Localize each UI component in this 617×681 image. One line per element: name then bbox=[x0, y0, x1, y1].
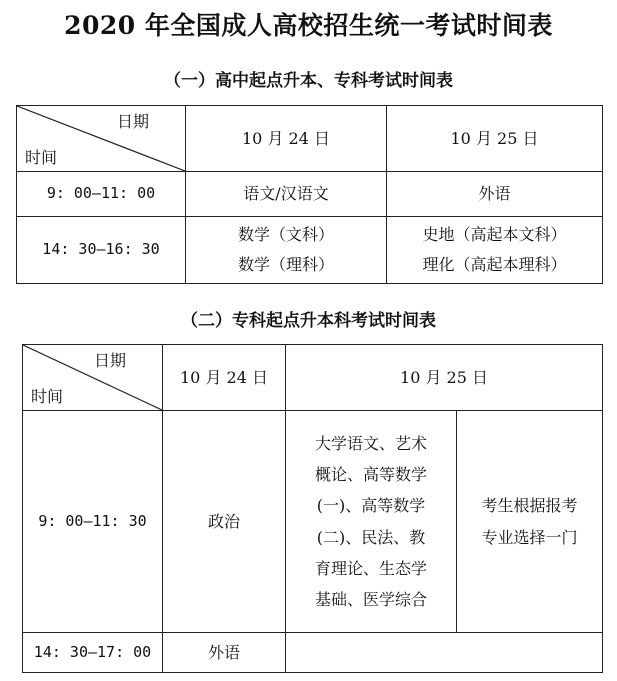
subject-cell: 外语 bbox=[163, 633, 286, 673]
corner-header-cell bbox=[17, 106, 186, 172]
subject-cell bbox=[387, 172, 603, 217]
subject-line: 大学语文、艺术 bbox=[314, 433, 427, 453]
section2-subtitle: （二）专科起点升本科考试时间表 bbox=[181, 311, 436, 331]
corner-date-label: 日期 bbox=[116, 112, 149, 131]
subject-cell bbox=[186, 217, 387, 284]
corner-time-label: 时间 bbox=[25, 147, 58, 167]
section1-subtitle: （一）高中起点升本、专科考试时间表 bbox=[164, 71, 453, 91]
time-cell: 14: 30—17: 00 bbox=[23, 633, 163, 673]
subject-line: 概论、高等数学 bbox=[314, 465, 427, 485]
schedule-table-1 bbox=[16, 105, 603, 284]
page-title: 2020 年全国成人高校招生统一考试时间表 bbox=[64, 11, 553, 40]
subject-line: (二)、民法、教 bbox=[316, 527, 426, 547]
subject-line: 语文/汉语文 bbox=[243, 184, 329, 204]
subject-line: 专业选择一门 bbox=[481, 527, 578, 547]
subject-cell bbox=[387, 217, 603, 284]
subject-cell bbox=[457, 411, 603, 633]
column-header-oct24: 10 月 24 日 bbox=[186, 106, 387, 172]
subject-cell bbox=[286, 411, 457, 633]
corner-header-cell bbox=[23, 345, 163, 411]
time-cell: 14: 30—16: 30 bbox=[17, 217, 186, 284]
column-header-oct25: 10 月 25 日 bbox=[286, 345, 603, 411]
subject-line: 基础、医学综合 bbox=[314, 589, 427, 609]
subject-line: 数学（文科） bbox=[237, 225, 334, 245]
subject-line: 理化（高起本理科） bbox=[422, 255, 567, 274]
column-header-oct24: 10 月 24 日 bbox=[163, 345, 286, 411]
subject-cell bbox=[186, 172, 387, 217]
subject-cell: 政治 bbox=[163, 411, 286, 633]
time-cell: 9: 00—11: 00 bbox=[17, 172, 186, 217]
subject-cell bbox=[286, 633, 603, 673]
subject-line: 考生根据报考 bbox=[481, 496, 578, 516]
subject-line: 育理论、生态学 bbox=[314, 558, 427, 578]
column-header-oct25: 10 月 25 日 bbox=[387, 106, 603, 172]
subject-line: 数学（理科） bbox=[237, 255, 334, 274]
corner-date-label: 日期 bbox=[93, 351, 126, 370]
schedule-table-2 bbox=[22, 344, 603, 673]
corner-time-label: 时间 bbox=[31, 386, 64, 406]
subject-line: (一)、高等数学 bbox=[316, 496, 426, 516]
time-cell: 9: 00—11: 30 bbox=[23, 411, 163, 633]
subject-line: 史地（高起本文科） bbox=[422, 225, 567, 245]
subject-line: 外语 bbox=[478, 184, 511, 204]
